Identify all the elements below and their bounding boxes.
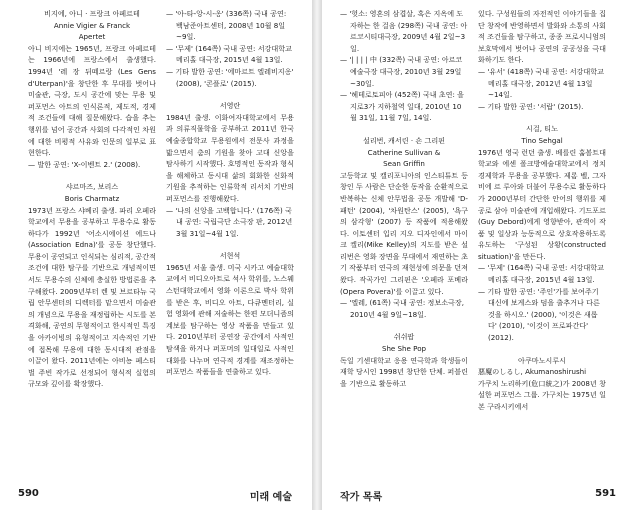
left-column-2 (166, 8, 294, 389)
running-title: 작가 목록 (340, 492, 383, 503)
page-footer (322, 484, 634, 504)
artist-name: 비지에, 아니 · 프랑크 아페르테 (44, 9, 140, 18)
artist-name: 쉬쉬팝 (393, 332, 415, 342)
artist-latin-name: Tino Sehgal (521, 135, 563, 145)
artist-bio: 가쿠치 노리하키(危口統之)가 2008년 창설한 퍼포먼스 그룹. 가구치는 1975년 일본 구라시키에서 (478, 378, 606, 411)
work-item: — '무제' (164쪽) 국내 공연: 서강대학교 메리홀 대극장, 2015년 4월 13일. (166, 43, 292, 65)
artist-latin-name: 悪魔のしるし, Akumanoshirushi (478, 367, 587, 377)
left-page (0, 0, 312, 510)
page-footer (0, 484, 312, 504)
artist-latin-name-cont: Apertet (78, 32, 106, 42)
artist-name: 시걸, 티노 (526, 124, 558, 134)
right-page (322, 0, 634, 510)
work-item: — 기타 발한 공연: '서랍' (2015). (478, 101, 584, 111)
artist-entry-continued (340, 8, 468, 124)
artist-entry (28, 8, 156, 170)
artist-name: 서현석 (219, 251, 241, 261)
artist-latin-name: She She Pop (381, 344, 427, 354)
artist-entry (166, 250, 294, 378)
left-column-1 (28, 8, 156, 401)
page-number: 591 (595, 488, 616, 499)
artist-bio: 1984년 출생. 이화여자대학교에서 무용과 의류직물학을 공부하고 2011년 한국예술종합학교 무용원에서 전문사 과정을 밟으면서 춤의 기원을 찾아 고대 신앙을 탐사하기 시작했다. 호명적인 동작과 형식을 해체하고 동시대 삶의 회화한 신화적 기원을 추적하는 인류학적 리서치 기반의 퍼포먼스를 진행해왔다. (166, 112, 294, 203)
page-number: 590 (18, 488, 39, 499)
artist-name: 설리번, 캐서린 · 숀 그리핀 (362, 135, 446, 145)
work-item: — '아-타-앙-시-옹' (336쪽) 국내 공연: 백남준아트센터, 2008년 10월 8일~9일. (166, 9, 287, 42)
running-title: 미래 예술 (249, 492, 292, 503)
artist-bio: 1973년 프랑스 샤베리 출생. 파리 오페라 학교에서 무용을 공부하고 무용수로 활동하다가 1992년 '어소시에이션 에드나(Association Edna)'를 공동 창단했다. 무용이 공연되고 인식되는 심리적, 공간적 조건에 대한 탐구를 기반으로 개념적이면서도 무용수의 신체에 충실한 방법론을 추구해왔다. 2009년부터 렌 및 브르타뉴 국립 안무센터의 디렉터를 맡으면서 미술관의 개념으로 무용을 재정립하는 시도를 본격화해, 공연의 무형적이고 한시적인 특징을 아카이빙의 유형적이고 지속적인 기반에 접목해 무용에 대한 동시대적 관점을 이끌어 왔다. 2011년에는 아비뇽 페스티벌 주빈 작가로 선정되어 형식적 실험의 규모와 깊이를 확장했다. (28, 205, 156, 389)
artist-latin-name-cont: Sean Griffin (383, 159, 425, 169)
artist-bio: 있다. 구성원들의 자전적인 이야기들을 집단 창작에 반영하면서 발화와 소통의 사회적 조건들을 탐구하고, 종종 프로시니엄의 보호막에서 벗어나 공연의 공공성을 극대화하기도 한다. (478, 9, 606, 65)
artist-latin-name: Catherine Sullivan & (367, 147, 441, 157)
right-column-2 (478, 8, 606, 424)
work-item: — '| | | | 中 (332쪽) 국내 공연: 아르코예술극장 대극장, 2010년 3월 29일~30일. (340, 55, 463, 88)
artist-name: 샤르마즈, 보리스 (65, 182, 119, 192)
work-item: — '헛소: 영혼의 삼겹살, 혹은 지옥에 도자하는 한 걸음 (298쪽) 국내 공연: 아르코시티대극장, 2009년 4월 2일~3일. (340, 9, 468, 53)
work-item: — '나의 신앙을 고백합니다.' (176쪽) 국내 공연: 국립극단 소극장 판, 2012년 3월 31일~4월 1일. (166, 205, 293, 238)
artist-latin-name: Annie Vigier & Franck (53, 20, 131, 30)
work-item: — '무제' (164쪽) 국내 공연: 서강대학교 메리홀 대극장, 2015년 4월 13일. (478, 263, 604, 285)
artist-entry (340, 135, 468, 321)
artist-name: 서영란 (219, 101, 241, 111)
work-item: — '유서' (418쪽) 국내 공연: 서강대학교 메리홀 대극장, 2012년 4월 13일~14일. (478, 66, 604, 100)
artist-entry (478, 123, 606, 343)
work-item: — '엘레, (61쪽) 국내 공연: 정보소극장, 2010년 4월 9일~18일. (340, 298, 465, 319)
artist-latin-name: Boris Charmatz (64, 193, 120, 203)
artist-bio: 1965년 서울 출생. 미국 시카고 예술대학교에서 비디오아트로 석사 학위를, 노스웨스턴대학교에서 영화 이론으로 박사 학위를 받은 후, 비디오 아트, 다큐멘터리, 실험 영화에 관해 저술하는 한편 모더니즘의 계보를 탐구하는 영상 작품을 만들고 있다. 2010년부터 공연장 공간에서 사적인 탐색을 하거나 퍼포머의 일대일로 사적인 대화를 나누며 연극적 경계를 재조정하는 퍼포먼스 작품들을 연출하고 있다. (166, 262, 294, 377)
work-item: — '헤테로토피아 (452쪽) 국내 초연: 을지로3가 지하철역 일대, 2010년 10월 31일, 11월 7일, 14일. (340, 90, 465, 123)
artist-entry (166, 100, 294, 239)
work-item: — 기타 발한 공연: '에마르트 엘레비지옹' (2008), '콘플로' (2015). (166, 66, 294, 88)
artist-bio: 1976년 영국 런던 출생. 베를린 훔볼트대학교와 에센 폴크방예술대학교에서 정치경제학과 무용을 공부했다. 제롬 벨, 그자비에 르 루아와 더불어 무용수로 활동하다가 2000년부터 간단한 안어의 행위를 제공로 삼아 미술관에 개입해왔다. 기드포르(Guy Debord)에게 영향받아, 관객이 작품 및 일상과 능동적으로 상호작용하도록 유도하는 '구성된 상황(constructed situation)'을 만든다. (478, 147, 606, 261)
right-column-1 (340, 8, 468, 400)
work-item: — 기타 발한 공연: '주인'가를 보여주기 대신에 보게스와 덤을 출추거나 다른 것을 하시오.' (2000), '이것은 새롭다' (2010), '이것이 프로파간다' (2012). (478, 286, 600, 343)
artist-name: 아쿠마노시루시 (518, 355, 566, 365)
artist-entry (478, 355, 606, 413)
artist-bio: 고등학교 및 캘리포니아의 인스티튜트 등 창인 두 사람은 단순한 동작을 순환적으로 반복하는 신체 안무법을 공동 개발해 'D-패턴' (2004), '차원탄스' (2005), '욕구의 삼각형' (2007) 등 작품에 적용해왔다. 이토센터 입리 지오 디자인에서 마이크 켈리(Mike Kelley)의 지도를 받은 설리번은 영화 장면을 무대에서 재연하는 초기 작품부터 연극의 재현성에 의문을 던져왔다. 작곡가인 그리핀은 '오페라 포베라(Opera Povera)'를 이끌고 있다. (340, 170, 468, 296)
work-item: — 발한 공연: 'X-이벤트 2.' (2008). (28, 159, 141, 169)
artist-entry-continued (166, 8, 294, 89)
artist-entry-continued (478, 8, 606, 112)
artist-bio: 아니 비지에는 1965년, 프랑크 아페르테는 1966년에 프랑스에서 출생했다. 1994년 '레 장 뒤떼르랑 (Les Gens d'Uterpan)'을 창단한 후 무대를 벗어나 미술관, 극장, 도시 공간에 맞는 무용 및 퍼포먼스 아트의 인식론적, 제도적, 경제적 조건들에 대해 질문해왔다. 습을 추는 행위를 넘어 공간과 사회의 다각적인 차원에 대한 비평적 사유와 인문의 일부로 표현한다. (28, 43, 156, 158)
book-gutter (312, 0, 322, 510)
artist-entry (340, 331, 468, 389)
artist-bio: 독일 기센대학교 응용 연극학과 학생들이 재학 당시인 1998년 창단한 단체. 퍼블린을 기반으로 활동하고 (340, 355, 468, 388)
artist-entry (28, 181, 156, 390)
